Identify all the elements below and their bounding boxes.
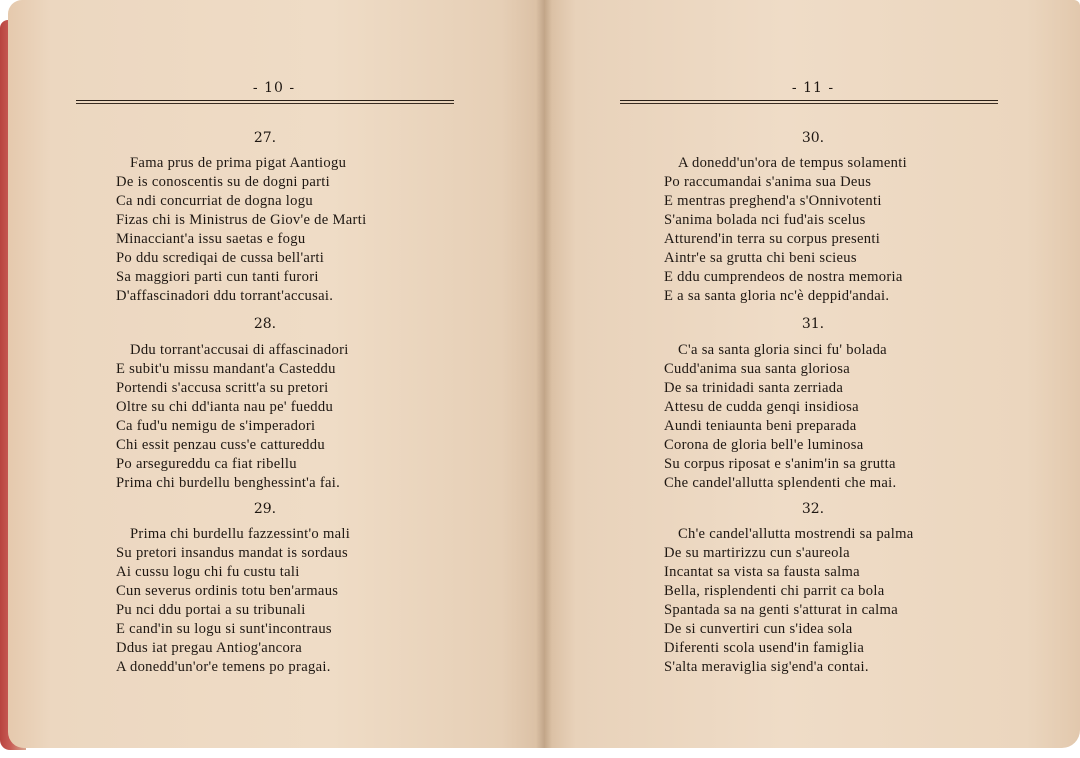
verse-line: A donedd'un'ora de tempus solamenti — [678, 155, 907, 171]
verse-line: Ai cussu logu chi fu custu tali — [116, 564, 300, 580]
verse-line: Chi essit penzau cuss'e cattureddu — [116, 437, 325, 453]
verse-line: De su martirizzu cun s'aureola — [664, 545, 850, 561]
verse-line: Ch'e candel'allutta mostrendi sa palma — [678, 526, 914, 542]
stanza-31 — [664, 341, 896, 493]
verse-line: S'alta meraviglia sig'end'a contai. — [664, 659, 869, 675]
left-page — [8, 0, 544, 748]
stanza-28 — [116, 341, 349, 493]
verse-line: Atturend'in terra su corpus presenti — [664, 231, 881, 247]
verse-line: Che candel'allutta splendenti che mai. — [664, 475, 897, 491]
verse-line: Po ddu scrediqai de cussa bell'arti — [116, 250, 325, 266]
header-rule-right — [620, 100, 998, 101]
stanza-30 — [664, 154, 907, 306]
verse-line: D'affascinadori ddu torrant'accusai. — [116, 288, 334, 304]
book-gutter — [536, 0, 552, 748]
verse-line: Su pretori insandus mandat is sordaus — [116, 545, 349, 561]
verse-line: Diferenti scola usend'in famiglia — [664, 640, 865, 656]
stanza-number-29: 29. — [253, 501, 277, 517]
verse-line: Ddu torrant'accusai di affascinadori — [130, 342, 349, 358]
stanza-number-31: 31. — [801, 316, 825, 332]
stanza-number-28: 28. — [253, 316, 277, 332]
verse-line: Minacciant'a issu saetas e fogu — [116, 231, 306, 247]
verse-line: Su corpus riposat e s'anim'in sa grutta — [664, 456, 896, 472]
verse-line: Ddus iat pregau Antiog'ancora — [116, 640, 302, 656]
verse-line: Prima chi burdellu benghessint'a fai. — [116, 475, 341, 491]
header-rule-left — [76, 100, 454, 101]
verse-line: Attesu de cudda genqi insidiosa — [664, 399, 859, 415]
verse-line: Prima chi burdellu fazzessint'o mali — [130, 526, 351, 542]
stanza-number-30: 30. — [801, 130, 825, 146]
right-page — [544, 0, 1080, 748]
verse-line: Po raccumandai s'anima sua Deus — [664, 174, 872, 190]
stanza-number-27: 27. — [253, 130, 277, 146]
verse-line: Fama prus de prima pigat Aantiogu — [130, 155, 347, 171]
verse-line: Fizas chi is Ministrus de Giov'e de Marti — [116, 212, 367, 228]
verse-line: Cudd'anima sua santa gloriosa — [664, 361, 851, 377]
verse-line: Aintr'e sa grutta chi beni scieus — [664, 250, 857, 266]
verse-line: E a sa santa gloria nc'è deppid'andai. — [664, 288, 890, 304]
verse-line: E mentras preghend'a s'Onnivotenti — [664, 193, 882, 209]
stanza-27 — [116, 154, 366, 306]
verse-line: Spantada sa na genti s'atturat in calma — [664, 602, 898, 618]
verse-line: De sa trinidadi santa zerriada — [664, 380, 844, 396]
verse-line: Portendi s'accusa scritt'a su pretori — [116, 380, 329, 396]
page-number-left: - 10 - — [252, 80, 296, 96]
verse-line: Pu nci ddu portai a su tribunali — [116, 602, 306, 618]
verse-line: Ca fud'u nemigu de s'imperadori — [116, 418, 316, 434]
verse-line: Ca ndi concurriat de dogna logu — [116, 193, 313, 209]
verse-line: Po arsegureddu ca fiat ribellu — [116, 456, 297, 472]
verse-line: Bella, risplendenti chi parrit ca bola — [664, 583, 885, 599]
stanza-number-32: 32. — [801, 501, 825, 517]
verse-line: E ddu cumprendeos de nostra memoria — [664, 269, 903, 285]
verse-line: C'a sa santa gloria sinci fu' bolada — [678, 342, 887, 358]
verse-line: Aundi teniaunta beni preparada — [664, 418, 857, 434]
stanza-29 — [116, 525, 350, 677]
verse-line: Oltre su chi dd'ianta nau pe' fueddu — [116, 399, 334, 415]
verse-line: De is conoscentis su de dogni parti — [116, 174, 330, 190]
verse-line: S'anima bolada nci fud'ais scelus — [664, 212, 866, 228]
verse-line: Cun severus ordinis totu ben'armaus — [116, 583, 339, 599]
stanza-32 — [664, 525, 914, 677]
verse-line: Corona de gloria bell'e luminosa — [664, 437, 864, 453]
verse-line: E cand'in su logu si sunt'incontraus — [116, 621, 332, 637]
verse-line: A donedd'un'or'e temens po pragai. — [116, 659, 331, 675]
verse-line: Incantat sa vista sa fausta salma — [664, 564, 860, 580]
verse-line: De si cunvertiri cun s'idea sola — [664, 621, 853, 637]
page-number-right: - 11 - — [791, 80, 835, 96]
verse-line: Sa maggiori parti cun tanti furori — [116, 269, 319, 285]
verse-line: E subit'u missu mandant'a Casteddu — [116, 361, 336, 377]
